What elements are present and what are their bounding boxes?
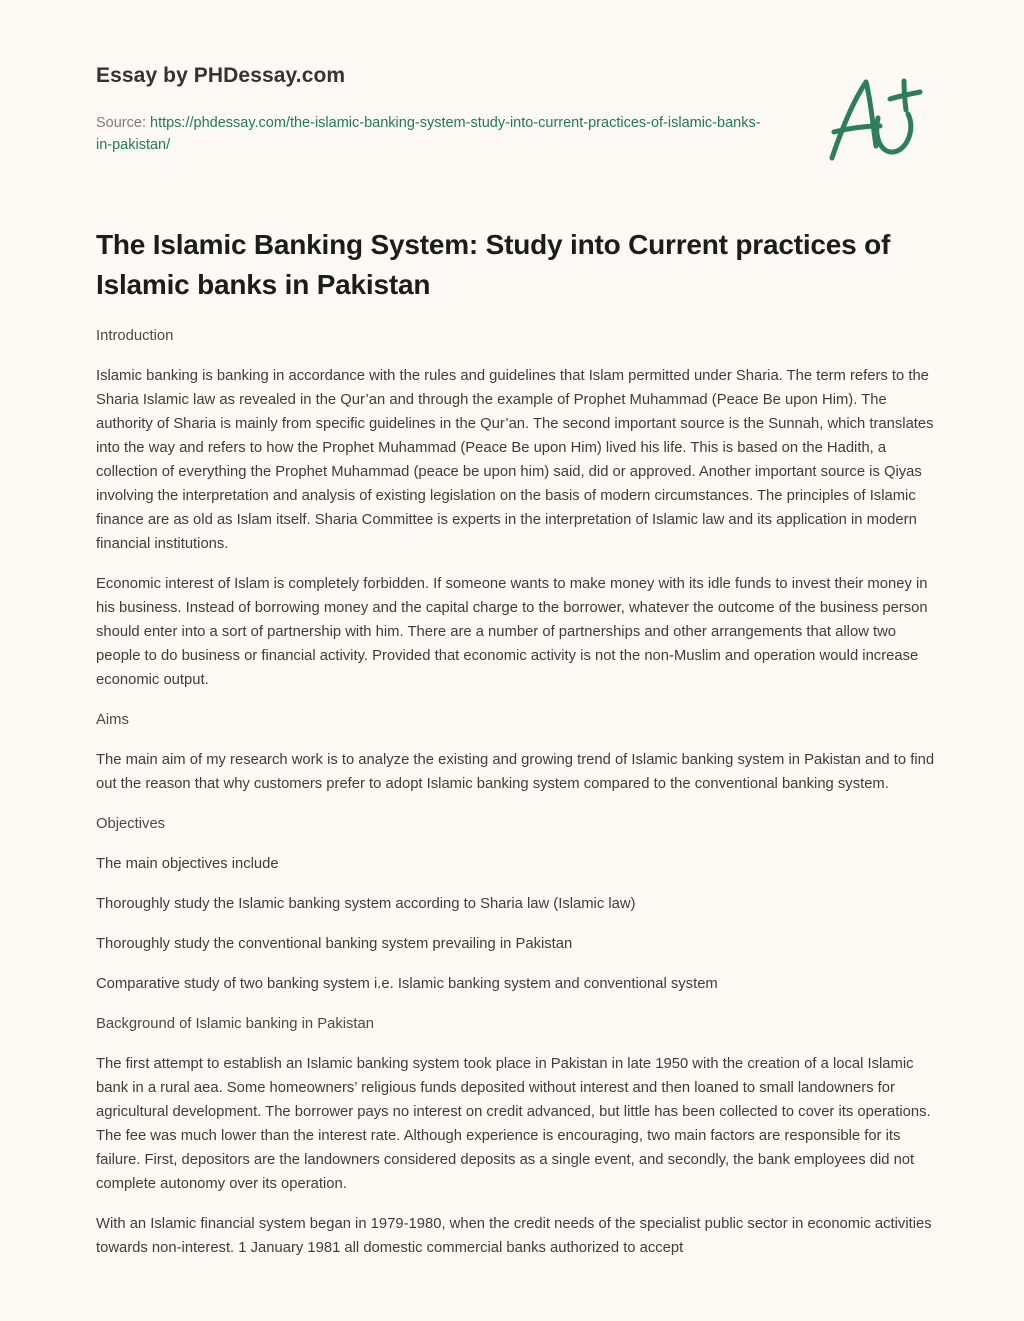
- objective-item: Thoroughly study the conventional banking system prevailing in Pakistan: [96, 936, 573, 952]
- article-body: [96, 324, 936, 1276]
- section-heading-objectives: Objectives: [96, 816, 166, 832]
- paragraph: The main aim of my research work is to analyze the existing and growing trend of Islamic banking system in Pakistan and to find out the reason that why customers prefer to adopt Islamic banking system compared to the conventional banking system.: [96, 752, 935, 792]
- article-title: The Islamic Banking System: Study into Current practices of Islamic banks in Pakistan: [96, 229, 891, 300]
- objective-item: Thoroughly study the Islamic banking system according to Sharia law (Islamic law): [96, 896, 636, 912]
- paragraph: Economic interest of Islam is completely forbidden. If someone wants to make money with its idle funds to invest their money in his business. Instead of borrowing money and the capital charge to the borrower, whatever the outcome of the business person should enter into a sort of partnership with him. There are a number of partnerships and other arrangements that allow two people to do business or financial activity. Provided that economic activity is not the non-Muslim and operation would increase economic output.: [96, 576, 928, 688]
- section-heading-aims: Aims: [96, 712, 129, 728]
- a-plus-grade-icon: [820, 66, 930, 166]
- section-heading-introduction: Introduction: [96, 328, 174, 344]
- source-link[interactable]: https://phdessay.com/the-islamic-banking-system-study-into-current-practices-of-islamic-banks-in-pakistan/: [96, 115, 761, 153]
- paragraph: With an Islamic financial system began in 1979-1980, when the credit needs of the specialist public sector in economic activities towards non-interest. 1 January 1981 all domestic commercial banks authorized to accept: [96, 1216, 932, 1256]
- paragraph: The first attempt to establish an Islamic banking system took place in Pakistan in late 1950 with the creation of a local Islamic bank in a rural aea. Some homeowners’ religious funds deposited without interest and then loaned to small landowners for agricultural development. The borrower pays no interest on credit advanced, but little has been collected to cover its operations. The fee was much lower than the interest rate. Although experience is encouraging, two main factors are responsible for its failure. First, depositors are the landowners considered deposits as a single event, and secondly, the bank employees did not complete autonomy over its operation.: [96, 1056, 931, 1192]
- paragraph: Islamic banking is banking in accordance with the rules and guidelines that Islam permitted under Sharia. The term refers to the Sharia Islamic law as revealed in the Qur’an and through the example of Prophet Muhammad (Peace Be upon Him). The authority of Sharia is mainly from specific guidelines in the Qur’an. The second important source is the Sunnah, which translates into the way and refers to how the Prophet Muhammad (Peace Be upon Him) lived his life. This is based on the Hadith, a collection of everything the Prophet Muhammad (peace be upon him) said, did or approved. Another important source is Qiyas involving the interpretation and analysis of existing legislation on the basis of modern circumstances. The principles of Islamic finance are as old as Islam itself. Sharia Committee is experts in the interpretation of Islamic law and its application in modern financial institutions.: [96, 368, 934, 552]
- section-heading-background: Background of Islamic banking in Pakistan: [96, 1016, 375, 1032]
- paragraph: The main objectives include: [96, 856, 279, 872]
- objective-item: Comparative study of two banking system i.e. Islamic banking system and conventional system: [96, 976, 718, 992]
- source-line: [96, 112, 776, 156]
- site-brand: Essay by PHDessay.com: [96, 64, 346, 87]
- source-label: Source:: [96, 115, 150, 131]
